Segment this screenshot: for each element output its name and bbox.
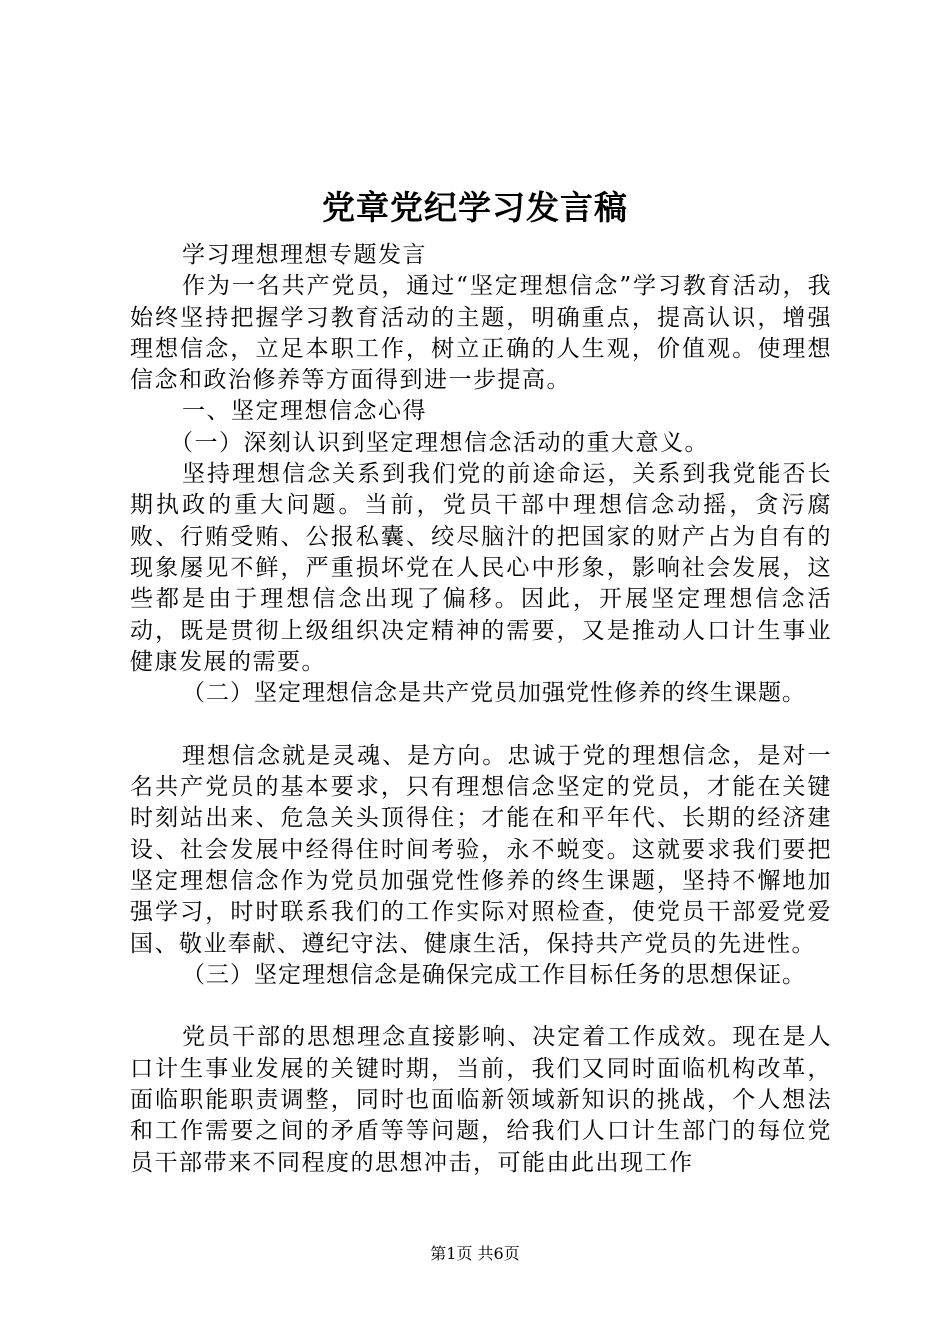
body-paragraph-3: 党员干部的思想理念直接影响、决定着工作成效。现在是人口计生事业发展的关键时期，当前，我们又同时面临机构改革，面临职能职责调整，同时也面临新领域新知识的挑战，个人想法和工作需要之间的矛盾等等问题，给我们人口计生部门的每位党员干部带来不同程度的思想冲击，可能由此出现工作 (130, 1024, 832, 1176)
blank-line (130, 991, 832, 1022)
subsection-heading-2: （二）坚定理想信念是共产党员加强党性修养的终生课题。 (182, 680, 806, 707)
subsection-heading-3: （三）坚定理想信念是确保完成工作目标任务的思想保证。 (182, 961, 806, 988)
subtitle-paragraph: 学习理想理想专题发言 (182, 242, 427, 268)
intro-paragraph: 作为一名共产党员，通过“坚定理想信念”学习教育活动，我始终坚持把握学习教育活动的主题，明确重点，提高认识，增强理想信念，立足本职工作，树立正确的人生观，价值观。使理想信念和政治修养等方面得到进一步提高。 (130, 273, 832, 394)
subsection-heading-1: （一）深刻认识到坚定理想信念活动的重大意义。 (170, 429, 709, 456)
page-footer: 第1页 共6页 (430, 1244, 520, 1263)
section-heading: 一、坚定理想信念心得 (182, 398, 427, 425)
document-body (130, 240, 832, 1179)
document-title: 党章党纪学习发言稿 (322, 188, 628, 227)
blank-line (130, 709, 832, 740)
body-paragraph-2: 理想信念就是灵魂、是方向。忠诚于党的理想信念，是对一名共产党员的基本要求，只有理想信念坚定的党员，才能在关键时刻站出来、危急关头顶得住；才能在和平年代、长期的经济建设、社会发展中经得住时间考验，永不蜕变。这就要求我们要把坚定理想信念作为党员加强党性修养的终生课题，坚持不懈地加强学习，时时联系我们的工作实际对照检查，使党员干部爱党爱国、敬业奉献、遵纪守法、健康生活，保持共产党员的先进性。 (130, 742, 832, 957)
body-paragraph-1: 坚持理想信念关系到我们党的前途命运，关系到我党能否长期执政的重大问题。当前，党员干部中理想信念动摇，贪污腐败、行贿受贿、公报私囊、绞尽脑汁的把国家的财产占为自有的现象屡见不鲜，严重损坏党在人民心中形象，影响社会发展，这些都是由于理想信念出现了偏移。因此，开展坚定理想信念活动，既是贯彻上级组织决定精神的需要，又是推动人口计生事业健康发展的需要。 (130, 461, 832, 675)
